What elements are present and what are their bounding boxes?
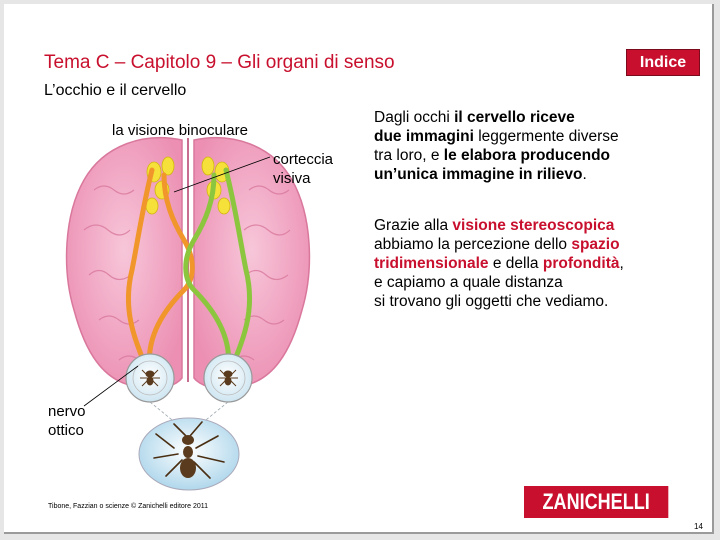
cortex-label-line1: corteccia <box>273 151 334 168</box>
text-run-bold: il cervello riceve <box>454 109 575 126</box>
highlight-term: tridimensionale <box>374 255 489 272</box>
optic-nerve-label-line1: nervo <box>48 403 86 420</box>
text-run-bold: un’unica immagine in rilievo <box>374 166 583 183</box>
index-button[interactable]: Indice <box>626 49 700 76</box>
line <box>374 108 619 127</box>
highlight-term: spazio <box>571 236 620 253</box>
line <box>374 254 624 273</box>
optic-nerve-label-line2: ottico <box>48 422 84 439</box>
cortex-label <box>273 150 333 188</box>
line <box>374 216 624 235</box>
paragraph-stereoscopic-vision <box>374 216 624 311</box>
text-run: abbiamo la percezione dello <box>374 236 572 253</box>
binocular-vision-figure <box>34 110 364 505</box>
copyright-credit: Tibone, Fazzian o scienze © Zanichelli editore 2011 <box>48 503 209 510</box>
text-run: Grazie alla <box>374 217 453 234</box>
page-subtitle: L’occhio e il cervello <box>44 82 187 99</box>
optic-nerve-label <box>48 402 86 440</box>
line <box>374 127 619 146</box>
page-title: Tema C – Capitolo 9 – Gli organi di senso <box>44 52 395 73</box>
text-run-bold: le elabora producendo <box>443 147 611 164</box>
text-run: e della <box>488 255 543 272</box>
highlight-term: visione stereoscopica <box>452 217 615 234</box>
text-run: leggermente diverse <box>473 128 619 145</box>
cortex-label-line2: visiva <box>273 170 311 187</box>
left-eye <box>126 354 174 402</box>
line: e capiamo a quale distanza <box>374 274 563 291</box>
text-run: , <box>619 255 624 272</box>
ant-object <box>139 418 239 490</box>
line: si trovano gli oggetti che vediamo. <box>374 293 609 310</box>
highlight-term: profondità <box>542 255 620 272</box>
text-run: Dagli occhi <box>374 109 455 126</box>
line <box>374 165 619 184</box>
right-eye <box>204 354 252 402</box>
page-number: 14 <box>694 522 703 531</box>
text-run: tra loro, e <box>374 147 444 164</box>
text-run-bold: due immagini <box>374 128 474 145</box>
text-run: . <box>582 166 587 183</box>
line <box>374 146 619 165</box>
slide <box>4 4 714 534</box>
binocular-label: la visione binoculare <box>112 122 248 139</box>
line <box>374 235 624 254</box>
zanichelli-logo: ZANICHELLI <box>524 486 668 518</box>
paragraph-stereo-intro <box>374 108 619 184</box>
